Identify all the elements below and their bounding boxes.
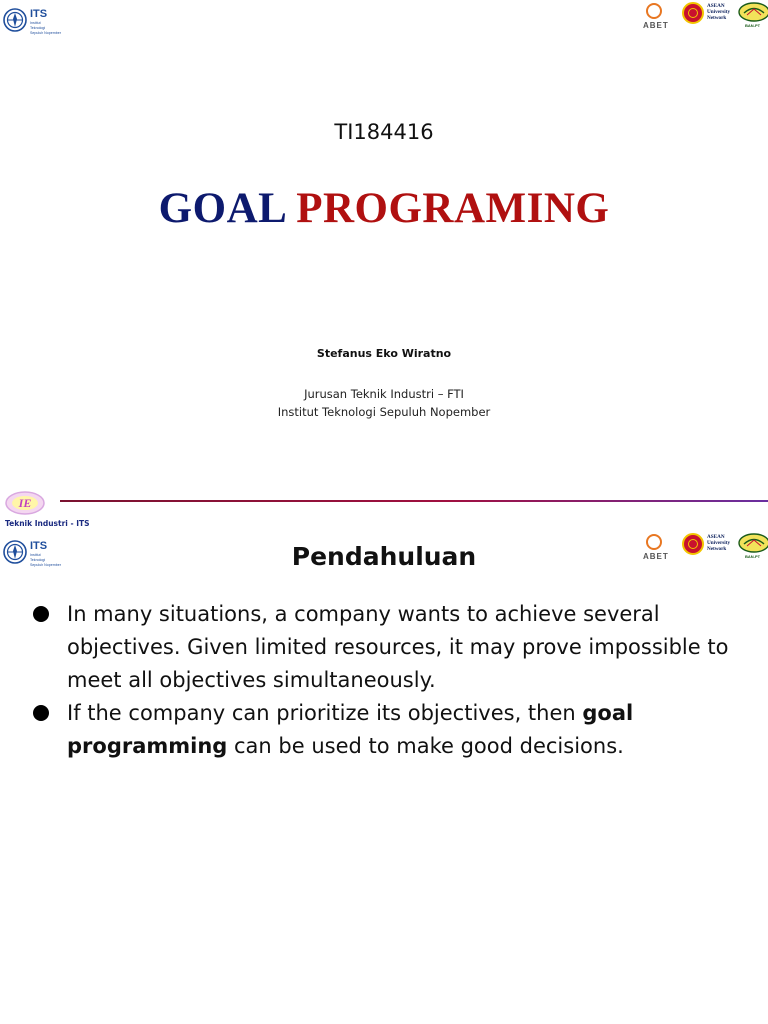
footer-divider [60, 500, 768, 502]
accreditation-logos [644, 2, 768, 34]
bullet-text: In many situations, a company wants to achieve several objectives. Given limited resources, it may prove impossible to meet all objectives simultaneously. [67, 602, 729, 692]
bullet-text-before: If the company can prioritize its objectives, then [67, 701, 583, 725]
author-name: Stefanus Eko Wiratno [316, 347, 452, 360]
slide-title [0, 184, 768, 233]
bullet-list [32, 598, 744, 763]
abet-logo-icon [646, 3, 662, 19]
title-goal: GOAL [158, 185, 285, 232]
title-programing: PROGRAMING [296, 185, 610, 232]
institution: Institut Teknologi Sepuluh Nopember [277, 405, 491, 419]
its-subtitle-2: Teknologi [30, 26, 46, 31]
ban-pt-label: BAN-PT [745, 554, 761, 559]
its-subtitle-3: Sepuluh Nopember [30, 31, 61, 36]
aun-label: ASEAN University Network [707, 3, 731, 21]
its-subtitle-3: Sepuluh Nopember [30, 563, 61, 568]
affiliation [0, 385, 768, 421]
its-subtitle-2: Teknologi [30, 558, 46, 563]
content-slide [0, 530, 768, 1024]
ban-pt-label: BAN-PT [745, 23, 761, 28]
bullet-dot-icon [33, 606, 49, 622]
footer-label: Teknik Industri - ITS [5, 519, 90, 528]
its-name: ITS [30, 8, 48, 20]
abet-label: ABET [643, 552, 669, 561]
its-logo [3, 8, 61, 35]
bullet-text-after: can be used to make good decisions. [227, 734, 624, 758]
slide-heading: Pendahuluan [291, 542, 477, 571]
its-name: ITS [30, 540, 48, 552]
its-emblem-icon [3, 8, 27, 32]
bullet-item [32, 697, 744, 763]
course-code: TI184416 [334, 120, 434, 144]
ban-pt-logo-icon [738, 2, 768, 22]
bullet-item [32, 598, 744, 697]
bullet-bold-term: goal programming [67, 701, 634, 758]
aun-logo-icon [682, 2, 704, 24]
bullet-dot-icon [33, 705, 49, 721]
ie-logo-icon [4, 489, 46, 517]
svg-text:IE: IE [18, 496, 32, 510]
its-subtitle-1: Institut [30, 21, 41, 25]
its-subtitle-1: Institut [30, 553, 41, 557]
department: Jurusan Teknik Industri – FTI [304, 387, 464, 401]
abet-label: ABET [643, 21, 669, 30]
aun-label: ASEAN University Network [707, 534, 731, 552]
